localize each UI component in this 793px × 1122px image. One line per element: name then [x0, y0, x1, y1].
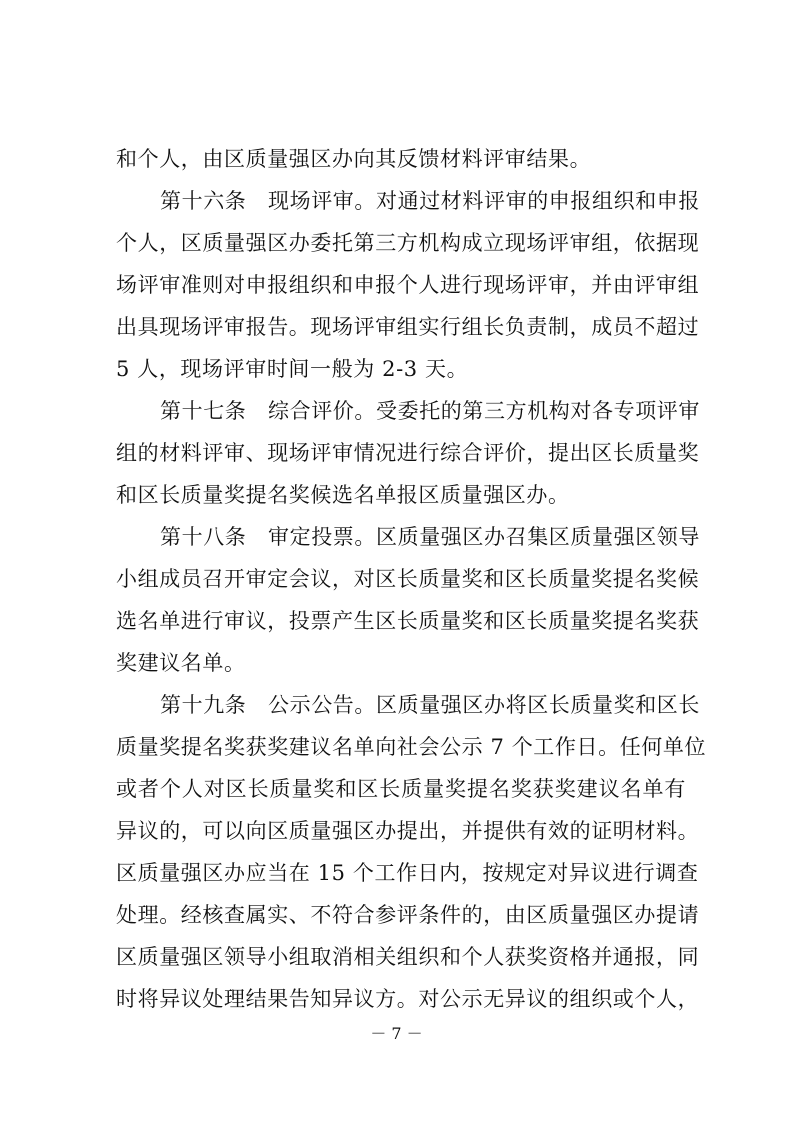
- text-line: 和区长质量奖提名奖候选名单报区质量强区办。: [116, 483, 570, 507]
- text-line: 5 人，现场评审时间一般为 2-3 天。: [116, 357, 469, 381]
- text-line: 小组成员召开审定会议，对区长质量奖和区长质量奖提名奖候: [116, 567, 700, 591]
- text-line: 区质量强区办应当在 15 个工作日内，按规定对异议进行调查: [116, 861, 699, 885]
- article-18-heading-line: 第十八条 审定投票。区质量强区办召集区质量强区领导: [160, 525, 700, 549]
- text-line: 异议的，可以向区质量强区办提出，并提供有效的证明材料。: [116, 819, 700, 843]
- article-17-heading-line: 第十七条 综合评价。受委托的第三方机构对各专项评审: [160, 399, 700, 423]
- text-line: 时将异议处理结果告知异议方。对公示无异议的组织或个人，: [116, 987, 700, 1011]
- text-line: 奖建议名单。: [116, 651, 246, 675]
- text-line: 处理。经核查属实、不符合参评条件的，由区质量强区办提请: [116, 903, 700, 927]
- text-line: 选名单进行审议，投票产生区长质量奖和区长质量奖提名奖获: [116, 609, 700, 633]
- text-line: 区质量强区领导小组取消相关组织和个人获奖资格并通报，同: [116, 945, 700, 969]
- text-line: 个人，区质量强区办委托第三方机构成立现场评审组，依据现: [116, 231, 700, 255]
- article-19-heading-line: 第十九条 公示公告。区质量强区办将区长质量奖和区长: [160, 693, 700, 717]
- text-line: 组的材料评审、现场评审情况进行综合评价，提出区长质量奖: [116, 441, 700, 465]
- text-line: 场评审准则对申报组织和申报个人进行现场评审，并由评审组: [116, 273, 700, 297]
- text-line: 出具现场评审报告。现场评审组实行组长负责制，成员不超过: [116, 315, 700, 339]
- text-line: 或者个人对区长质量奖和区长质量奖提名奖获奖建议名单有: [116, 777, 686, 801]
- article-16-heading-line: 第十六条 现场评审。对通过材料评审的申报组织和申报: [160, 189, 700, 213]
- text-line: 和个人，由区质量强区办向其反馈材料评审结果。: [116, 147, 592, 171]
- page-number: － 7 －: [370, 1024, 423, 1043]
- text-line: 质量奖提名奖获奖建议名单向社会公示 7 个工作日。任何单位: [116, 735, 707, 759]
